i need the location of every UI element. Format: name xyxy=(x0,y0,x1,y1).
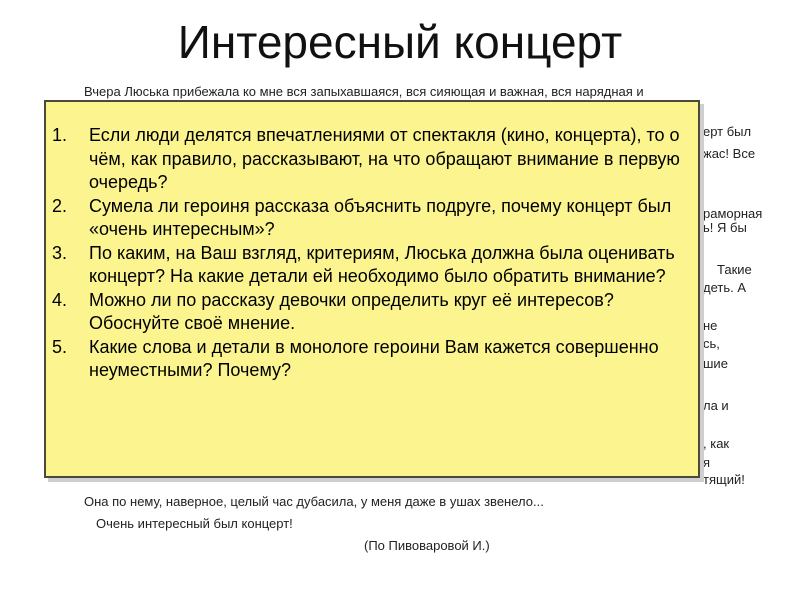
question-number: 2. xyxy=(52,195,68,216)
story-line: не xyxy=(703,318,718,333)
question-text: Можно ли по рассказу девочки определить круг её интересов? Обоснуйте своё мнение. xyxy=(89,289,614,333)
story-line: я xyxy=(703,455,711,470)
slide-title: Интересный концерт xyxy=(177,16,623,68)
story-line: раморная xyxy=(703,206,763,221)
question-text: Какие слова и детали в монологе героини Вам кажется совершенно неуместными? Почему? xyxy=(89,336,659,380)
story-line: ла и xyxy=(703,398,729,413)
story-line: ерт был xyxy=(703,124,752,139)
questions-popup xyxy=(44,100,700,478)
question-text: Сумела ли героиня рассказа объяснить подруге, почему концерт был «очень интересным»? xyxy=(89,195,672,239)
questions-list xyxy=(52,124,690,383)
question-item xyxy=(52,289,690,336)
question-text: Если люди делятся впечатлениями от спектакля (кино, концерта), то о чём, как правило, рассказывают, на что обращают внимание в первую очередь? xyxy=(89,125,680,192)
question-number: 1. xyxy=(52,125,68,145)
question-item xyxy=(52,336,690,383)
story-line: ь! Я бы xyxy=(703,220,747,235)
story-line: жас! Все xyxy=(703,146,756,161)
story-line: шие xyxy=(703,356,728,371)
story-line: Очень интересный был концерт! xyxy=(96,516,293,531)
question-number: 4. xyxy=(52,289,68,310)
question-item xyxy=(52,242,690,289)
story-line: тящий! xyxy=(703,472,745,487)
story-attribution: (По Пивоваровой И.) xyxy=(364,538,490,553)
story-line: Она по нему, наверное, целый час дубасила, у меня даже в ушах звенело... xyxy=(84,494,544,509)
story-line: , как xyxy=(703,436,730,451)
story-line: сь, xyxy=(703,336,720,351)
question-number: 5. xyxy=(52,336,68,357)
question-item xyxy=(52,124,690,195)
story-line: деть. А xyxy=(703,280,747,295)
story-line: Вчера Люська прибежала ко мне вся запыхавшаяся, вся сияющая и важная, вся нарядная и xyxy=(84,84,644,99)
story-line: Такие xyxy=(717,262,752,277)
question-number: 3. xyxy=(52,242,68,263)
question-text: По каким, на Ваш взгляд, критериям, Люська должна была оценивать концерт? На какие детали ей необходимо было обратить внимание? xyxy=(89,242,675,286)
question-item xyxy=(52,195,690,242)
